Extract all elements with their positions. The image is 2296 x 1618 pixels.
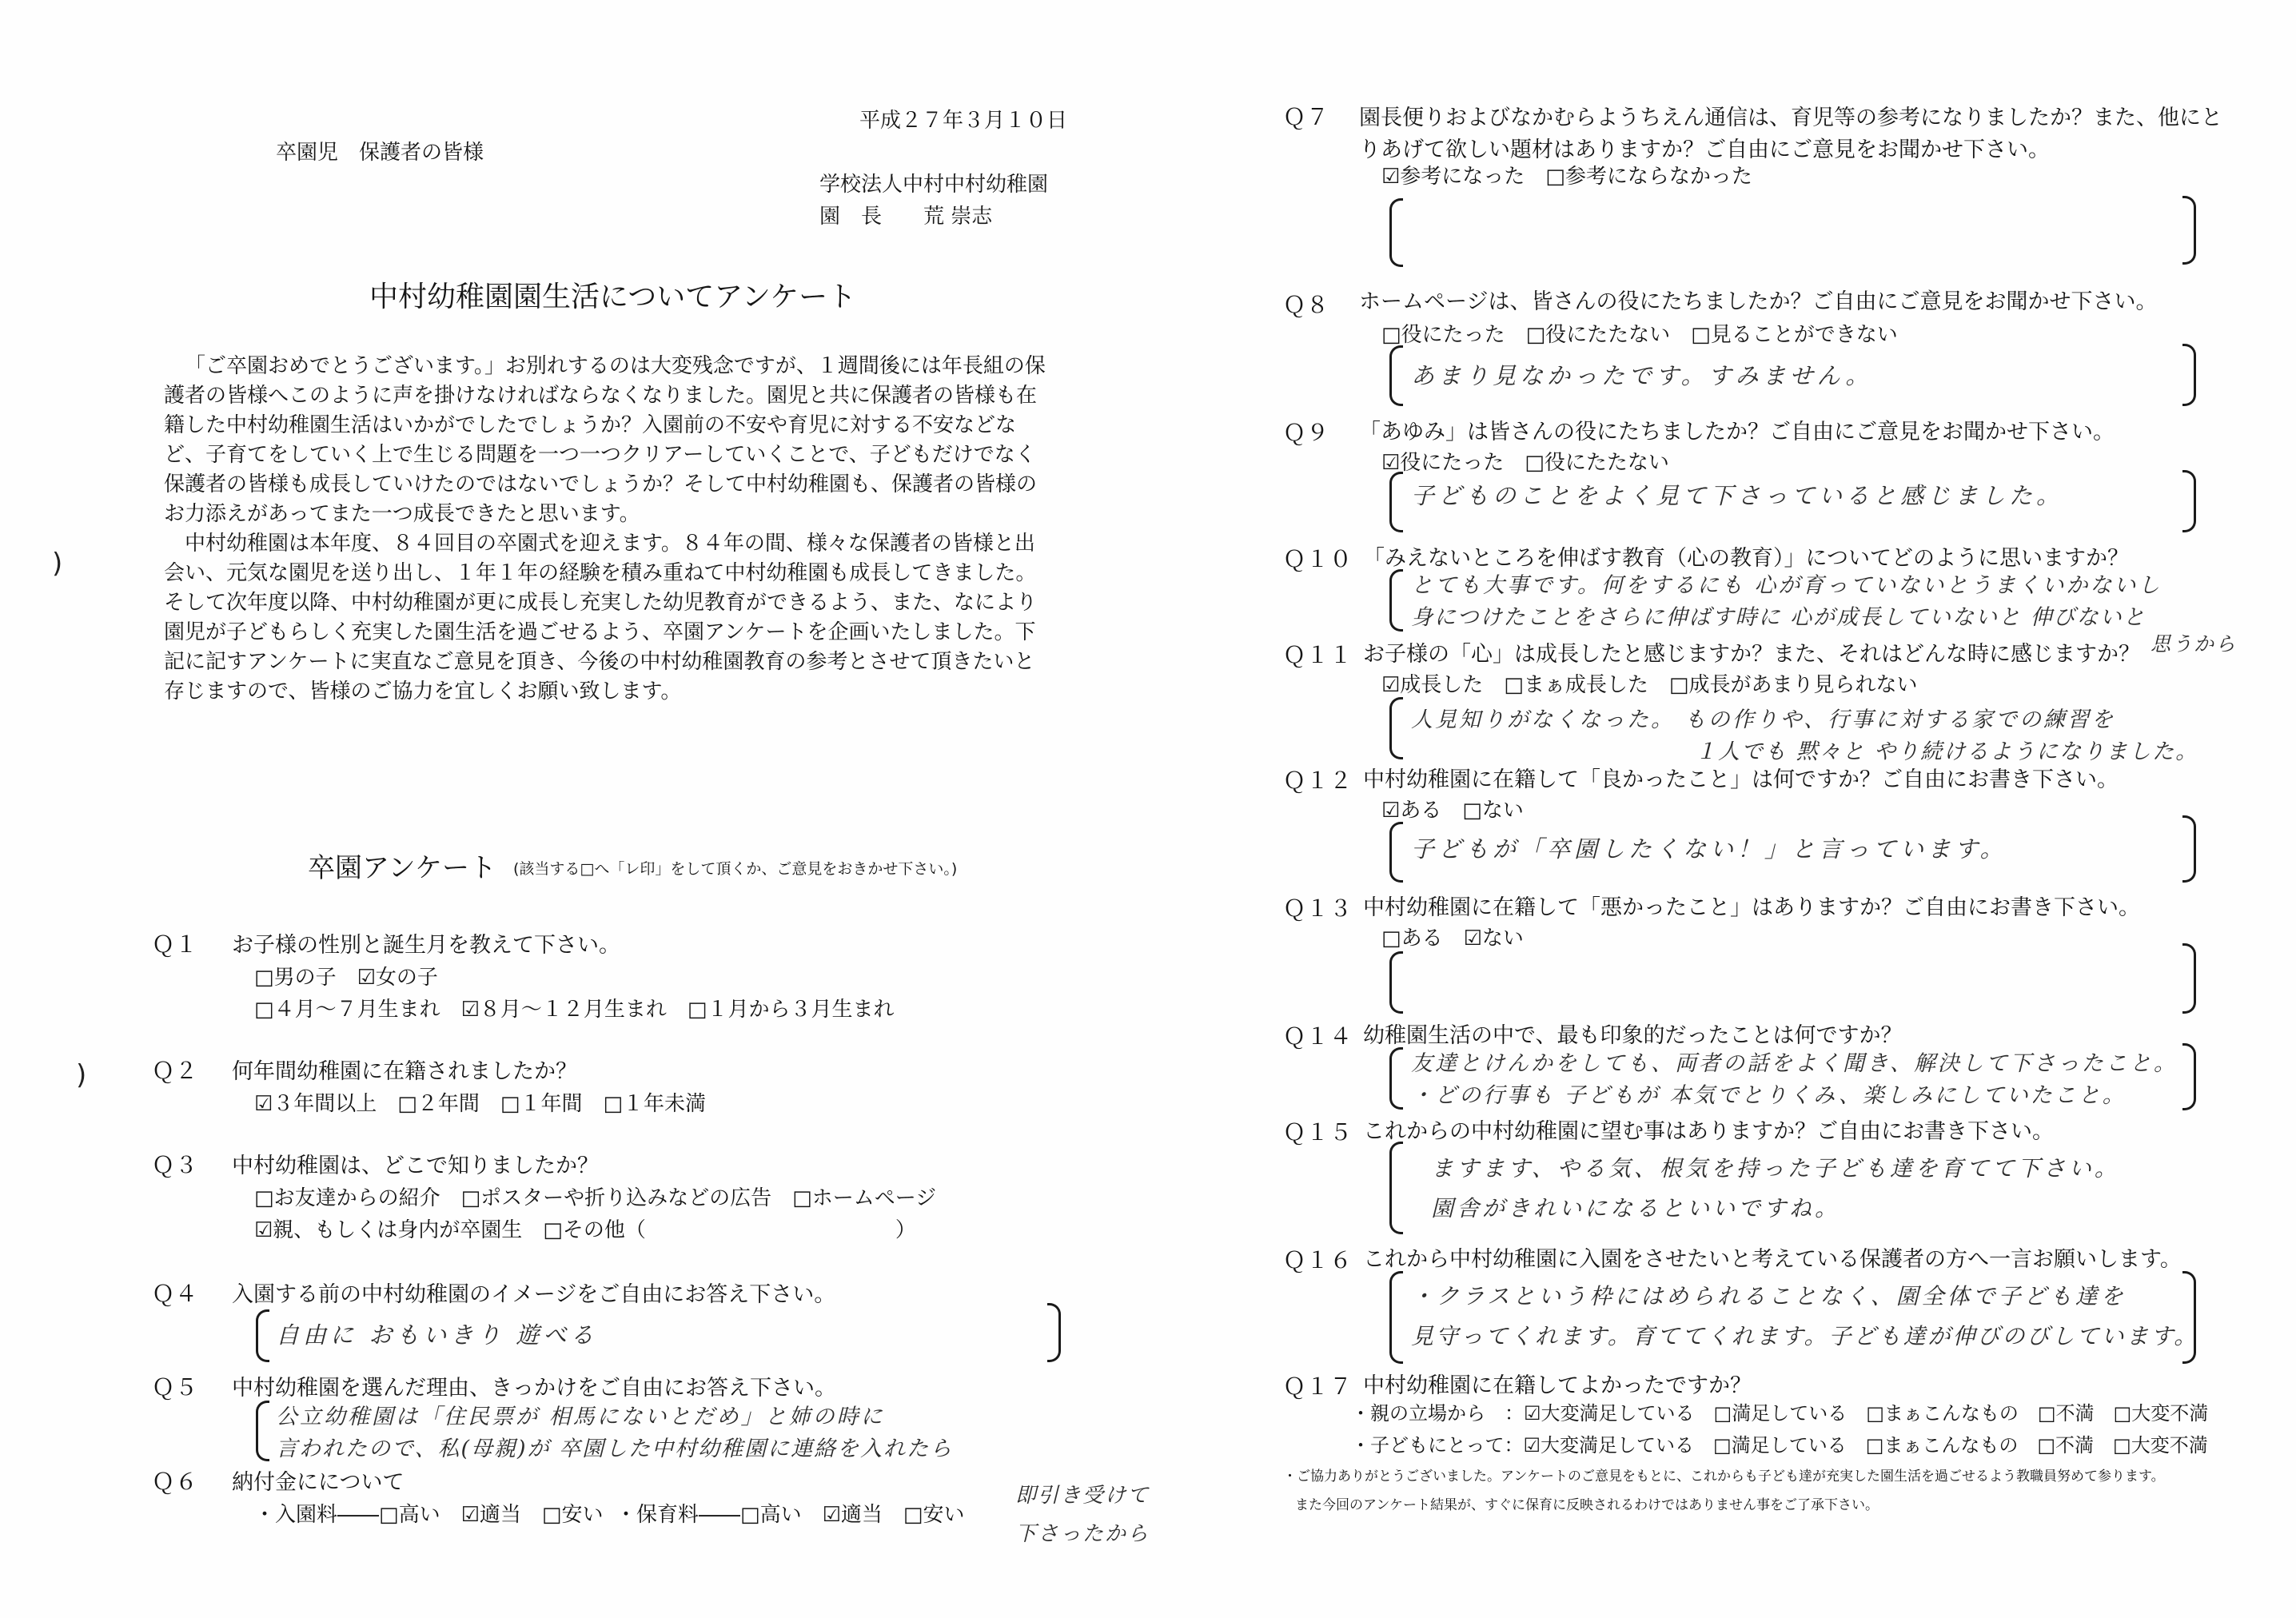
q14-answer-line-1[interactable]: 友達とけんかをしても、両者の話をよく聞き、解決して下さったこと。 xyxy=(1411,1051,2178,1076)
letter-date: 平成２７年３月１０日 xyxy=(859,109,1068,133)
letter-recipient: 卒園児 保護者の皆様 xyxy=(276,141,484,165)
q6-text: 納付金にについて xyxy=(232,1470,405,1495)
q7-bracket-right xyxy=(2182,196,2196,265)
q9-bracket-right xyxy=(2182,470,2196,532)
q5-bracket-left xyxy=(256,1401,269,1461)
q7-text-line-1: 園長便りおよびなかむらようちえん通信は、育児等の参考になりましたか？また、他にと xyxy=(1359,106,2222,130)
q10-number: Ｑ１０ xyxy=(1283,546,1353,572)
q9-number: Ｑ９ xyxy=(1283,420,1330,446)
q6-number: Ｑ６ xyxy=(152,1469,199,1495)
q14-bracket-right xyxy=(2182,1043,2196,1110)
survey-heading: 卒園アンケート xyxy=(308,852,496,884)
q15-bracket-left xyxy=(1389,1142,1403,1234)
intro-text xyxy=(164,352,1055,707)
q10-bracket-left xyxy=(1389,569,1403,632)
q5-answer-line-4[interactable]: 下さったから xyxy=(1015,1522,1150,1546)
q12-text: 中村幼稚園に在籍して「良かったこと」は何ですか？ご自由にお書き下さい。 xyxy=(1363,767,2119,792)
intro-paragraph-2: 中村幼稚園は本年度、８４回目の卒園式を迎えます。８４年の間、様々な保護者の皆様と出会い、元気な園児を送り出し、１年１年の経験を積み重ねて中村幼稚園も成長してきました。そして次年度以降、中村幼稚園が更に成長し充実した幼児教育ができるよう、また、なにより園児が子どもらしく充実した園生活を過ごせるよう、卒園アンケートを企画いたしました。下記に記すアンケートに実直なご意見を頂き、今後の中村幼稚園教育の参考とさせて頂きたいと存じますので、皆様のご協力を宜しくお願い致します。 xyxy=(164,532,1038,703)
letter-org: 学校法人中村中村幼稚園 xyxy=(819,173,1049,197)
q11-options[interactable]: ☑成長した □まぁ成長した □成長があまり見られない xyxy=(1381,673,1918,697)
q9-options[interactable]: ☑役にたった □役にたたない xyxy=(1381,451,1669,475)
q14-number: Ｑ１４ xyxy=(1283,1023,1353,1050)
q16-answer-line-2[interactable]: 見守ってくれます。育ててくれます。子ども達が伸びのびしています。 xyxy=(1411,1323,2199,1349)
q7-number: Ｑ７ xyxy=(1283,104,1330,130)
q2-number: Ｑ２ xyxy=(152,1058,199,1084)
q11-answer-extra[interactable]: 思うから xyxy=(2151,632,2238,656)
q3-text: 中村幼稚園は、どこで知りましたか？ xyxy=(232,1154,599,1178)
q12-answer[interactable]: 子どもが「卒園したくない！」と言っています。 xyxy=(1411,835,2007,863)
q4-answer[interactable]: 自由に おもいきり 遊べる xyxy=(276,1321,598,1349)
q10-text: 「みえないところを伸ばす教育（心の教育）」についてどのように思いますか？ xyxy=(1363,546,2129,571)
q12-bracket-right xyxy=(2182,815,2196,883)
q15-answer-line-2[interactable]: 園舎がきれいになるといいですね。 xyxy=(1431,1195,1841,1221)
q11-answer-line-1[interactable]: 人見知りがなくなった。 もの作りや、行事に対する家での練習を xyxy=(1411,707,2116,732)
q9-answer[interactable]: 子どものことをよく見て下さっていると感じました。 xyxy=(1411,482,2064,509)
q7-options[interactable]: ☑参考になった □参考にならなかった xyxy=(1381,165,1752,189)
q13-bracket-right xyxy=(2182,943,2196,1014)
q7-bracket-left xyxy=(1389,198,1403,267)
q1-birth-month-options[interactable]: □４月～７月生まれ ☑８月～１２月生まれ □１月から３月生まれ xyxy=(254,998,895,1022)
q13-text: 中村幼稚園に在籍して「悪かったこと」はありますか？ご自由にお書き下さい。 xyxy=(1363,895,2140,920)
q16-bracket-left xyxy=(1389,1271,1403,1364)
q8-options[interactable]: □役にたった □役にたたない □見ることができない xyxy=(1381,323,1898,347)
q15-answer-line-1[interactable]: ますます、やる気、根気を持った子ども達を育てて下さい。 xyxy=(1431,1155,2120,1182)
q8-text: ホームページは、皆さんの役にたちましたか？ご自由にご意見をお聞かせ下さい。 xyxy=(1359,289,2158,314)
q11-number: Ｑ１１ xyxy=(1283,642,1353,668)
q14-bracket-left xyxy=(1389,1047,1403,1110)
q4-text: 入園する前の中村幼稚園のイメージをご自由にお答え下さい。 xyxy=(232,1282,836,1307)
q5-answer-line-2[interactable]: 言われたので、私(母親)が 卒園した中村幼稚園に連絡を入れたら xyxy=(276,1437,954,1461)
q6-childcare-fee-options[interactable]: ・保育料――□高い ☑適当 □安い xyxy=(616,1503,965,1527)
survey-note: (該当する□へ「レ印」をして頂くか、ご意見をおきかせ下さい。) xyxy=(513,860,958,878)
q8-bracket-left xyxy=(1389,345,1403,406)
q16-number: Ｑ１６ xyxy=(1283,1247,1353,1273)
q16-text: これから中村幼稚園に入園をさせたいと考えている保護者の方へ一言お願いします。 xyxy=(1363,1247,2182,1272)
q9-text: 「あゆみ」は皆さんの役にたちましたか？ご自由にご意見をお聞かせ下さい。 xyxy=(1359,420,2115,444)
q11-text: お子様の「心」は成長したと感じますか？また、それはどんな時に感じますか？ xyxy=(1363,642,2140,667)
q13-options[interactable]: □ある ☑ない xyxy=(1381,927,1524,950)
q11-answer-line-2[interactable]: １人でも 黙々と やり続けるようになりました。 xyxy=(1695,739,2199,764)
q1-text: お子様の性別と誕生月を教えて下さい。 xyxy=(232,933,620,958)
q10-answer-line-1[interactable]: とても大事です。何をするにも 心が育っていないとうまくいかないし xyxy=(1411,573,2162,598)
q6-admission-fee-options[interactable]: ・入園料――□高い ☑適当 □安い xyxy=(254,1503,604,1527)
q12-bracket-left xyxy=(1389,822,1403,883)
q3-source-options-2[interactable]: ☑親、もしくは身内が卒園生 □その他（ ） xyxy=(254,1218,916,1242)
scan-mark: ) xyxy=(76,1059,87,1091)
intro-paragraph-1: 「ご卒園おめでとうございます。」お別れするのは大変残念ですが、１週間後には年長組の保護者の皆様へこのように声を掛けなければならなくなりました。園児と共に保護者の皆様も在籍した中村幼稚園生活はいかがでしたでしょうか？入園前の不安や育児に対する不安などなど、子育てをしていく上で生じる問題を一つ一つクリアーしていくことで、子どもだけでなく保護者の皆様も成長していけたのではないでしょうか？そして中村幼稚園も、保護者の皆様のお力添えがあってまた一つ成長できたと思います。 xyxy=(164,354,1046,526)
q5-answer-line-1[interactable]: 公立幼稚園は「住民票が 相馬にないとだめ」と姉の時に xyxy=(276,1405,885,1429)
q12-number: Ｑ１２ xyxy=(1283,767,1353,794)
q17-parent-options[interactable]: ・親の立場から ：☑大変満足している □満足している □まぁこんなもの □不満 □大変不満 xyxy=(1351,1402,2209,1425)
footer-line-1: ・ご協力ありがとうございました。アンケートのご意見をもとに、これからも子ども達が充実した園生活を過ごせるよう教職員努めて参ります。 xyxy=(1283,1469,2165,1484)
q14-text: 幼稚園生活の中で、最も印象的だったことは何ですか？ xyxy=(1363,1023,1903,1048)
q13-number: Ｑ１３ xyxy=(1283,895,1353,922)
q12-options[interactable]: ☑ある □ない xyxy=(1381,799,1524,823)
q14-answer-line-2[interactable]: ・どの行事も 子どもが 本気でとりくみ、楽しみにしていたこと。 xyxy=(1411,1083,2127,1108)
q11-bracket-left xyxy=(1389,697,1403,759)
q3-source-options-1[interactable]: □お友達からの紹介 □ポスターや折り込みなどの広告 □ホームページ xyxy=(254,1186,937,1210)
q5-number: Ｑ５ xyxy=(152,1374,199,1401)
q5-text: 中村幼稚園を選んだ理由、きっかけをご自由にお答え下さい。 xyxy=(232,1376,836,1401)
q3-number: Ｑ３ xyxy=(152,1152,199,1178)
q1-number: Ｑ１ xyxy=(152,931,199,958)
q13-bracket-left xyxy=(1389,951,1403,1014)
scan-mark: ) xyxy=(52,548,63,580)
q7-text-line-2: りあげて欲しい題材はありますか？ご自由にご意見をお聞かせ下さい。 xyxy=(1359,137,2050,162)
q15-number: Ｑ１５ xyxy=(1283,1119,1353,1146)
q8-number: Ｑ８ xyxy=(1283,292,1330,318)
q17-number: Ｑ１７ xyxy=(1283,1373,1353,1400)
q2-years-options[interactable]: ☑３年間以上 □２年間 □１年間 □１年未満 xyxy=(254,1092,707,1116)
q16-answer-line-1[interactable]: ・クラスという枠にはめられることなく、園全体で子ども達を xyxy=(1411,1283,2127,1309)
footer-line-2: また今回のアンケート結果が、すぐに保育に反映されるわけではありません事をご了承下さい。 xyxy=(1295,1497,1879,1513)
page-title: 中村幼稚園園生活についてアンケート xyxy=(369,281,857,313)
q15-text: これからの中村幼稚園に望む事はありますか？ご自由にお書き下さい。 xyxy=(1363,1119,2054,1144)
q8-bracket-right xyxy=(2182,344,2196,406)
q1-gender-options[interactable]: □男の子 ☑女の子 xyxy=(254,966,438,990)
q8-answer[interactable]: あまり見なかったです。すみません。 xyxy=(1411,362,1873,389)
q2-text: 何年間幼稚園に在籍されましたか？ xyxy=(232,1059,577,1084)
q17-child-options[interactable]: ・子どもにとって：☑大変満足している □満足している □まぁこんなもの □不満 □大変不満 xyxy=(1351,1434,2208,1457)
q4-number: Ｑ４ xyxy=(152,1281,199,1307)
q4-bracket-right xyxy=(1047,1303,1061,1362)
letter-director: 園 長 荒 崇志 xyxy=(819,205,993,229)
q17-text: 中村幼稚園に在籍してよかったですか？ xyxy=(1363,1373,1752,1398)
q10-answer-line-2[interactable]: 身につけたことをさらに伸ばす時に 心が成長していないと 伸びないと xyxy=(1411,605,2147,630)
q4-bracket-left xyxy=(256,1309,269,1362)
q5-answer-line-3[interactable]: 即引き受けて xyxy=(1015,1484,1150,1508)
q9-bracket-left xyxy=(1389,472,1403,532)
